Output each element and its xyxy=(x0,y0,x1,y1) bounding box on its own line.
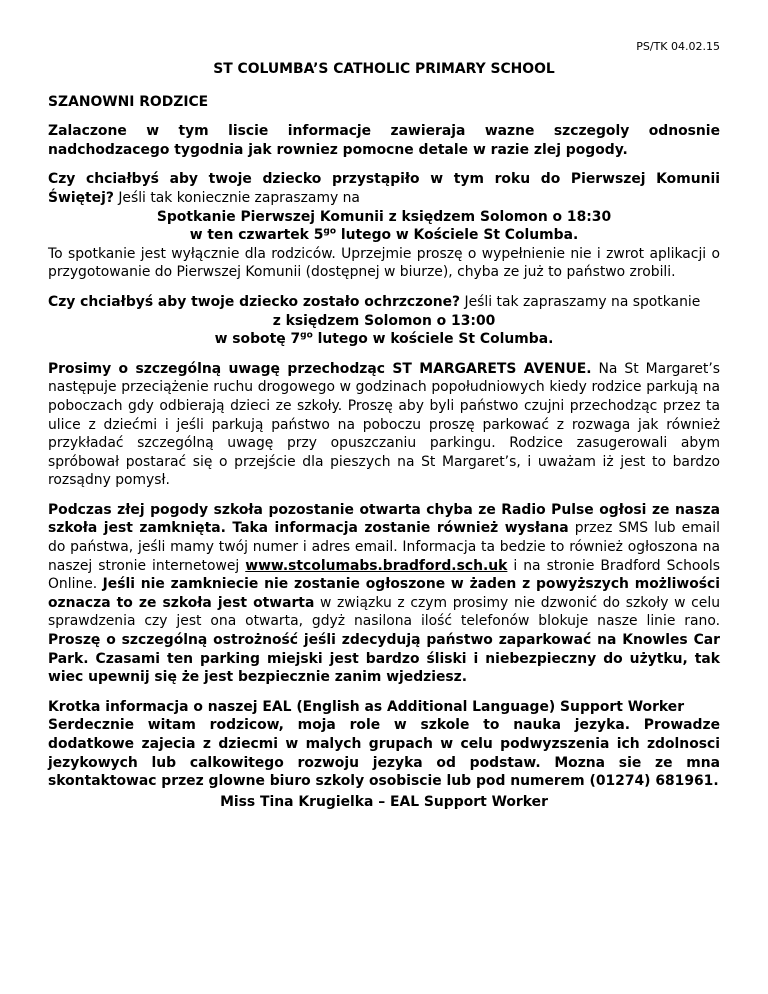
baptism-section xyxy=(48,293,720,349)
weather-text-1: przez SMS lub email do państwa, jeśli mamy twój numer i adres email. Informacja ta bedzie to również ogłoszona na naszej stronie internetowej xyxy=(48,520,720,574)
weather-bold-3: Proszę o szczególną ostrożność jeśli zdecydują państwo zaparkować na Knowles Car Park. Czasami ten parking miejski jest bardzo śliski i niebezpieczny do użytku, tak wiec upewnij się że jest bezpiecznie zanim wjedziesz. xyxy=(48,632,720,686)
communion-date-sup: go xyxy=(323,226,337,237)
weather-bold-1: Podczas złej pogody szkoła pozostanie otwarta chyba ze Radio Pulse ogłosi ze nasza szkoła jest zamknięta. Taka informacja zostanie również wysłana xyxy=(48,501,720,537)
communion-section xyxy=(48,170,720,282)
baptism-question-rest: Jeśli tak zapraszamy na spotkanie xyxy=(460,293,701,310)
communion-body: To spotkanie jest wyłącznie dla rodziców. Uprzejmie proszę o wypełnienie nie i zwrot aplikacji o przygotowanie do Pierwszej Komunii (dostępnej w biurze), chyba ze już to państwo zrobili. xyxy=(48,245,720,281)
reference-code: PS/TK 04.02.15 xyxy=(636,40,720,53)
traffic-body: Na St Margaret’s następuje przeciążenie ruchu drogowego w godzinach popołudniowych kiedy rodzice parkują na poboczach gdy odbierają dzieci ze szkoły. Proszę aby byli państwo czujni przechodząc przez ta ulice z dziećmi i jeśli parkują państwo na poboczu proszę parkować z rozwaga jak również przykładać szczególną uwagę przy opuszczaniu parkingu. Rodzice zasugerowali abym spróbował postarać się o przejście dla pieszych na St Margaret’s, i uważam iż jest to bardzo rozsądny pomysł. xyxy=(48,360,720,489)
eal-signature: Miss Tina Krugielka – EAL Support Worker xyxy=(220,793,548,810)
weather-paragraph xyxy=(48,501,720,687)
greeting: SZANOWNI RODZICE xyxy=(48,93,209,110)
eal-body: Serdecznie witam rodzicow, moja role w szkole to nauka jezyka. Prowadze dodatkowe zajecia z dziecmi w malych grupach w celu podwyzszenia ich zdolnosci jezykowych lub calkowitego rozwoju jezyka od podstaw. Mozna sie ze mna skontaktowac przez glowne biuro szkoly osobiscie lub pod numerem (01274) 681961. xyxy=(48,717,720,790)
intro-paragraph: Zalaczone w tym liscie informacje zawieraja wazne szczegoly odnosnie nadchodzacego tygodnia jak rowniez pomocne detale w razie zlej pogody. xyxy=(48,123,720,158)
eal-heading: Krotka informacja o naszej EAL (English as Additional Language) Support Worker xyxy=(48,698,685,715)
weather-text-3: w związku z czym prosimy nie dzwonić do szkoły w celu sprawdzenia czy jest ona otwarta, gdyż nasilona ilość telefonów blokuje nasze linie rano. xyxy=(48,594,720,630)
communion-date-b: lutego w Kościele St Columba. xyxy=(336,227,579,244)
weather-text-2: i na stronie Bradford Schools Online. xyxy=(48,557,720,593)
letter-page xyxy=(48,40,720,811)
baptism-date-b: lutego w kościele St Columba. xyxy=(312,331,554,348)
traffic-lead: Prosimy o szczególną uwagę przechodząc ST MARGARETS AVENUE. xyxy=(48,360,592,377)
baptism-date-a: w sobotę 7 xyxy=(214,331,301,348)
baptism-meeting-line: z księdzem Solomon o 13:00 xyxy=(272,312,496,329)
communion-date-a: w ten czwartek 5 xyxy=(189,227,324,244)
communion-question xyxy=(48,170,720,207)
baptism-date-line xyxy=(48,330,720,349)
traffic-paragraph xyxy=(48,360,720,490)
communion-question-rest: Jeśli tak koniecznie zapraszamy na xyxy=(113,189,360,206)
baptism-date-sup: go xyxy=(300,330,313,341)
baptism-question-bold: Czy chciałbyś aby twoje dziecko zostało ochrzczone? xyxy=(48,293,461,310)
website-link[interactable]: www.stcolumabs.bradford.sch.uk xyxy=(245,557,508,574)
eal-section xyxy=(48,698,720,812)
school-name: ST COLUMBA’S CATHOLIC PRIMARY SCHOOL xyxy=(213,61,555,77)
communion-meeting-line: Spotkanie Pierwszej Komunii z księdzem Solomon o 18:30 xyxy=(156,208,612,225)
weather-bold-2: Jeśli nie zamkniecie nie zostanie ogłoszone w żaden z powyższych możliwości oznacza to ze szkoła jest otwarta xyxy=(48,576,721,611)
communion-date-line xyxy=(48,226,720,245)
baptism-question xyxy=(48,293,720,312)
communion-question-bold: Czy chciałbyś aby twoje dziecko przystąpiło w tym roku do Pierwszej Komunii Świętej? xyxy=(48,171,720,206)
